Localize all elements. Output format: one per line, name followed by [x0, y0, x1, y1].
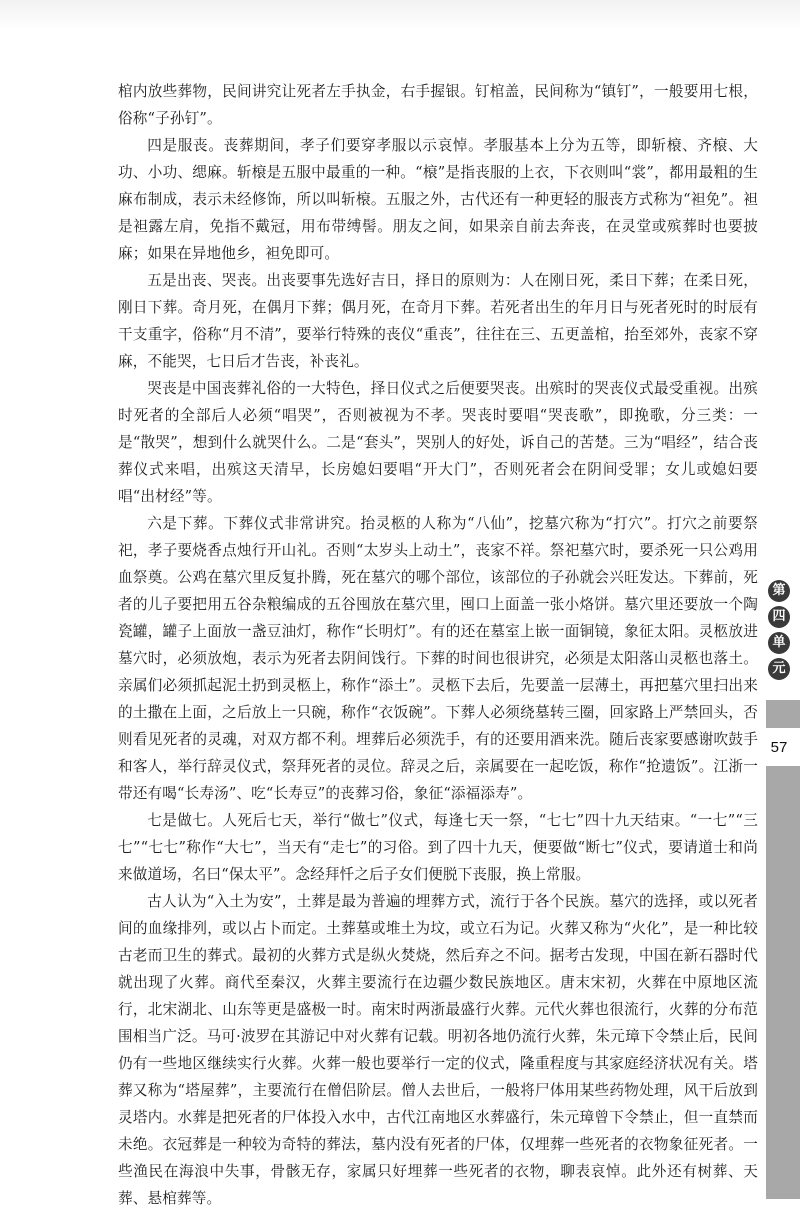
paragraph: 哭丧是中国丧葬礼俗的一大特色，择日仪式之后便要哭丧。出殡时的哭丧仪式最受重视。出殡时死者的全部后人必须“唱哭”，否则被视为不孝。哭丧时要唱“哭丧歌”，即挽歌，分三类：一是“散哭”，想到什么就哭什么。二是“套头”，哭别人的好处，诉自己的苦楚。三为“唱经”，结合丧葬仪式来唱，出殡这天清早，长房媳妇要唱“开大门”，否则死者会在阴间受罪；女儿或媳妇要唱“出材经”等。 [118, 380, 758, 505]
page-number: 57 [758, 728, 800, 766]
unit-tab-char: 单 [768, 632, 790, 654]
paragraph: 六是下葬。下葬仪式非常讲究。抬灵柩的人称为“八仙”，挖墓穴称为“打穴”。打穴之前要祭祀，孝子要烧香点烛行开山礼。否则“太岁头上动土”，丧家不祥。祭祀墓穴时，要杀死一只公鸡用血祭奠。公鸡在墓穴里反复扑腾，死在墓穴的哪个部位，该部位的子孙就会兴旺发达。下葬前，死者的儿子要把用五谷杂粮编成的五谷囤放在墓穴里，囤口上面盖一张小烙饼。墓穴里还要放一个陶瓷罐，罐子上面放一盏豆油灯，称作“长明灯”。有的还在墓室上嵌一面铜镜，象征太阳。灵柩放进墓穴时，必须放炮，表示为死者去阴间饯行。下葬的时间也很讲究，必须是太阳落山灵柩也落土。亲属们必须抓起泥土扔到灵柩上，称作“添土”。灵柩下去后，先要盖一层薄土，再把墓穴里扫出来的土撒在上面，之后放上一只碗，称作“衣饭碗”。下葬人必须绕墓转三圈，回家路上严禁回头，否则看见死者的灵魂，对双方都不利。埋葬后必须洗手，有的还要用酒来洗。随后丧家要感谢吹鼓手和客人，举行辞灵仪式，祭拜死者的灵位。辞灵之后，亲属要在一起吃饭，称作“抢遗饭”。江浙一带还有喝“长寿汤”、吃“长寿豆”的丧葬习俗，象征“添福添寿”。 [118, 515, 758, 802]
paragraph: 四是服丧。丧葬期间，孝子们要穿孝服以示哀悼。孝服基本上分为五等，即斩榱、齐榱、大功、小功、缌麻。斩榱是五服中最重的一种。“榱”是指丧服的上衣，下衣则叫“裳”，都用最粗的生麻布制成，表示未经修饰，所以叫斩榱。五服之外，古代还有一种更轻的服丧方式称为“袒免”。袒是袒露左肩，免指不戴冠，用布带缚髻。朋友之间，如果亲自前去奔丧，在灵堂或殡葬时也要披麻；如果在异地他乡，袒免即可。 [118, 137, 758, 262]
paragraph: 五是出丧、哭丧。出丧要事先选好吉日，择日的原则为：人在刚日死，柔日下葬；在柔日死，刚日下葬。奇月死，在偶月下葬；偶月死，在奇月下葬。若死者出生的年月日与死者死时的时辰有干支重字，俗称“月不清”，要举行特殊的丧仪“重丧”，往往在三、五更盖棺，抬至郊外，丧家不穿麻，不能哭，七日后才告丧，补丧礼。 [118, 272, 758, 370]
unit-tab-char: 四 [768, 606, 790, 628]
unit-tab-char: 元 [768, 658, 790, 680]
body-text [118, 78, 758, 1212]
page-top-shading [0, 0, 800, 30]
margin-gray-strip [766, 700, 800, 1199]
unit-tab-char: 第 [768, 580, 790, 602]
paragraph: 古人认为“入土为安”，土葬是最为普遍的埋葬方式，流行于各个民族。墓穴的选择，或以死者间的血缘排列，或以占卜而定。土葬墓或堆土为坟，或立石为记。火葬又称为“火化”，是一种比较古老而卫生的葬式。最初的火葬方式是纵火焚烧，然后弃之不问。据考古发现，中国在新石器时代就出现了火葬。商代至秦汉，火葬主要流行在边疆少数民族地区。唐末宋初，火葬在中原地区流行，北宋湖北、山东等更是盛极一时。南宋时两浙最盛行火葬。元代火葬也很流行，火葬的分布范围相当广泛。马可·波罗在其游记中对火葬有记载。明初各地仍流行火葬，朱元璋下令禁止后，民间仍有一些地区继续实行火葬。火葬一般也要举行一定的仪式，隆重程度与其家庭经济状况有关。塔葬又称为“塔屋葬”，主要流行在僧侣阶层。僧人去世后，一般将尸体用某些药物处理，风干后放到灵塔内。水葬是把死者的尸体投入水中，古代江南地区水葬盛行，朱元璋曾下令禁止，但一直禁而未绝。衣冠葬是一种较为奇特的葬法，墓内没有死者的尸体，仅埋葬一些死者的衣物象征死者。一些渔民在海浪中失事，骨骸无存，家属只好埋葬一些死者的衣物，聊表哀悼。此外还有树葬、天葬、悬棺葬等。 [118, 893, 758, 1207]
paragraph: 七是做七。人死后七天，举行“做七”仪式，每逢七天一祭，“七七”四十九天结束。“一七”“三七”“七七”称作“大七”，当天有“走七”的习俗。到了四十九天，便要做“断七”仪式，要请道士和尚来做道场，名曰“保太平”。念经拜忏之后子女们便脱下丧服，换上常服。 [118, 812, 758, 883]
paragraph: 棺内放些葬物，民间讲究让死者左手执金，右手握银。钉棺盖，民间称为“镇钉”，一般要用七根，俗称“子孙钉”。 [118, 83, 758, 127]
